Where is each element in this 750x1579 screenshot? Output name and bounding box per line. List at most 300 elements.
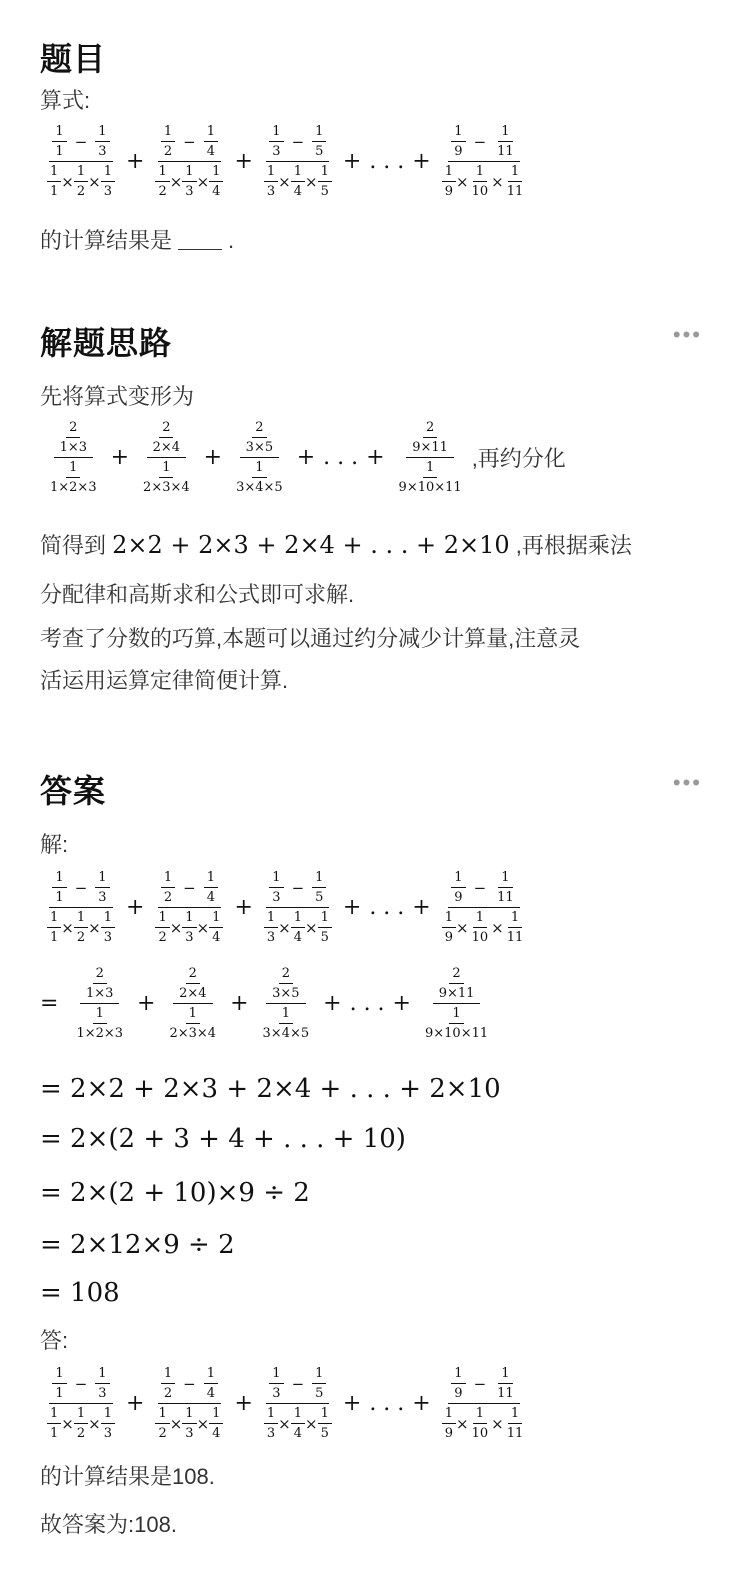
- term-frac-d-num-text: 1: [185, 910, 194, 925]
- term-frac-b-denominator: [494, 888, 517, 905]
- term-frac-b-den-text: 11: [497, 144, 514, 159]
- term-frac-a-numerator: [52, 1366, 66, 1384]
- term-frac-c-numerator: [47, 910, 61, 928]
- term-frac-a-denominator: [52, 142, 66, 159]
- term-frac-b-den-text: 3: [98, 890, 107, 905]
- times-sign: ×: [169, 918, 183, 937]
- transformed-fraction-4-numerator: [433, 966, 481, 1004]
- term-frac-a-denominator: [269, 1384, 283, 1401]
- minus-sign: −: [473, 132, 487, 151]
- term-frac-b: [95, 124, 109, 159]
- times-sign: ×: [61, 918, 74, 937]
- term-frac-c-numerator: [442, 910, 456, 928]
- term-frac-d-den-text: 10: [471, 184, 489, 199]
- times-sign: ×: [305, 1414, 318, 1433]
- transformed-fraction-4-denominator: [393, 458, 468, 495]
- term-frac-b-den-text: 5: [315, 890, 324, 905]
- term-frac-b-den-text: 4: [206, 890, 215, 905]
- term-frac-a-denominator: [161, 888, 175, 905]
- term-frac-b: [494, 124, 517, 159]
- term-frac-e-denominator: [209, 928, 223, 945]
- plus-sign: +: [234, 149, 253, 174]
- term-frac-a-den-text: 2: [163, 1386, 173, 1401]
- term-frac-d-num-text: 1: [76, 164, 86, 179]
- ellipsis: . . .: [369, 895, 405, 920]
- thinking-line-3-suffix: ,再根据乘法: [515, 533, 632, 558]
- term-frac-b-numerator: [204, 1366, 218, 1384]
- term-frac-c-denominator: [442, 1424, 456, 1441]
- term-fraction-4-denominator: [439, 908, 530, 945]
- term-frac-e-numerator: [508, 910, 522, 928]
- times-sign: ×: [61, 172, 74, 191]
- term-frac-e: [318, 910, 332, 945]
- times-sign: ×: [88, 172, 101, 191]
- times-sign: ×: [491, 1414, 504, 1433]
- minus-sign: −: [291, 132, 305, 151]
- term-frac-a-den-text: 3: [272, 144, 281, 159]
- term-frac-e: [504, 164, 527, 199]
- thinking-line-6: 活运用运算定律简便计算.: [40, 668, 289, 693]
- term-frac-a: [161, 870, 175, 905]
- term-frac-e-num-text: 1: [320, 1406, 329, 1421]
- times-sign: ×: [88, 918, 101, 937]
- term-frac-e-den-text: 11: [506, 184, 524, 199]
- plus-sign: +: [323, 991, 342, 1016]
- term-frac-b-denominator: [95, 1384, 109, 1401]
- term-frac-e-num-text: 1: [212, 910, 221, 925]
- term-frac-e-num-text: 1: [510, 1406, 520, 1421]
- term-frac-b-numerator: [95, 870, 109, 888]
- term-frac-e-numerator: [101, 164, 115, 182]
- inner-top-frac-num-text: 2: [162, 420, 171, 435]
- transformed-fraction-1: [70, 966, 129, 1041]
- term-frac-e: [209, 910, 223, 945]
- term-frac-a-denominator: [52, 888, 66, 905]
- term-fraction-3-denominator: [261, 908, 335, 945]
- term-fraction-4: [439, 870, 530, 945]
- inner-bottom-frac: [260, 1006, 313, 1041]
- term-frac-c-num-text: 1: [50, 910, 59, 925]
- term-frac-c: [264, 164, 278, 199]
- inner-top-frac-denominator: [436, 984, 478, 1001]
- term-frac-c-numerator: [264, 1406, 278, 1424]
- term-frac-c: [155, 910, 169, 945]
- term-frac-d-den-text: 2: [76, 930, 86, 945]
- times-sign: ×: [196, 918, 210, 937]
- term-frac-d-den-text: 2: [76, 184, 86, 199]
- term-frac-c-denominator: [264, 928, 278, 945]
- transformed-fraction-3: [230, 420, 289, 495]
- term-frac-c-num-text: 1: [266, 1406, 276, 1421]
- term-frac-d-den-text: 4: [293, 1426, 303, 1441]
- step-5: = 108: [40, 1278, 120, 1308]
- term-frac-c: [47, 910, 61, 945]
- plus-sign: +: [412, 1391, 431, 1416]
- term-frac-a-denominator: [451, 888, 465, 905]
- fraction-row: [451, 124, 516, 159]
- term-frac-e-numerator: [508, 1406, 522, 1424]
- inner-bottom-frac-numerator: [66, 460, 80, 478]
- term-frac-d-numerator: [182, 164, 196, 182]
- inner-top-frac-numerator: [93, 966, 107, 984]
- question-suffix-end: .: [228, 228, 235, 253]
- term-fraction-1-numerator: [49, 124, 112, 162]
- term-frac-b-numerator: [498, 870, 512, 888]
- term-frac-d-num-text: 1: [293, 910, 303, 925]
- inner-top-frac: [243, 420, 276, 455]
- inner-top-frac-num-text: 2: [69, 420, 78, 435]
- inner-top-frac-denominator: [176, 984, 209, 1001]
- transformed-fraction-3-numerator: [266, 966, 305, 1004]
- term-frac-e-den-text: 4: [212, 184, 221, 199]
- transformed-fraction-1-numerator: [54, 420, 93, 458]
- minus-sign: −: [183, 878, 196, 897]
- term-fraction-2-numerator: [158, 870, 221, 908]
- term-frac-d-numerator: [291, 910, 305, 928]
- term-frac-c: [47, 1406, 61, 1441]
- times-sign: ×: [305, 918, 318, 937]
- ellipsis: . . .: [323, 445, 359, 470]
- fraction-row: [442, 164, 527, 199]
- section-title-question: 题目: [40, 41, 107, 77]
- term-frac-c-numerator: [442, 1406, 456, 1424]
- inner-bottom-frac-num-text: 1: [162, 460, 171, 475]
- term-frac-b-num-text: 1: [206, 870, 215, 885]
- term-frac-a-num-text: 1: [163, 870, 173, 885]
- term-frac-a-den-text: 9: [454, 890, 463, 905]
- term-frac-c-num-text: 1: [444, 164, 453, 179]
- term-fraction-2-numerator: [158, 1366, 221, 1404]
- term-frac-b-den-text: 3: [98, 144, 107, 159]
- inner-top-frac-numerator: [66, 420, 80, 438]
- term-frac-b-denominator: [95, 142, 109, 159]
- inner-bottom-frac-numerator: [93, 1006, 107, 1024]
- term-frac-e-den-text: 3: [103, 930, 112, 945]
- term-frac-c-denominator: [264, 182, 278, 199]
- inner-top-frac-den-text: 2×4: [179, 986, 207, 1001]
- inner-top-frac-numerator: [449, 966, 463, 984]
- term-fraction-3-numerator: [266, 1366, 329, 1404]
- term-frac-c-den-text: 9: [444, 1426, 453, 1441]
- thinking-line-3: [40, 530, 632, 561]
- minus-sign: −: [473, 878, 487, 897]
- term-frac-d-numerator: [74, 1406, 88, 1424]
- term-frac-d-num-text: 1: [475, 164, 484, 179]
- term-frac-a: [161, 124, 175, 159]
- minus-sign: −: [74, 132, 88, 151]
- term-frac-c-num-text: 1: [444, 1406, 453, 1421]
- inner-bottom-frac-numerator: [252, 460, 266, 478]
- term-frac-e-den-text: 11: [506, 930, 524, 945]
- term-frac-d-numerator: [473, 910, 487, 928]
- inner-bottom-frac: [73, 1006, 126, 1041]
- term-fraction-4: [439, 1366, 530, 1441]
- inner-top-frac-denominator: [409, 438, 451, 455]
- inner-top-frac: [57, 420, 90, 455]
- term-frac-a-numerator: [161, 870, 175, 888]
- fraction-row: [47, 164, 115, 199]
- term-frac-b-den-text: 5: [315, 1386, 324, 1401]
- term-frac-b-denominator: [204, 142, 218, 159]
- transformed-fraction-1-numerator: [80, 966, 119, 1004]
- term-frac-d: [291, 910, 305, 945]
- minus-sign: −: [74, 878, 88, 897]
- term-frac-c-den-text: 3: [266, 1426, 276, 1441]
- term-frac-c-den-text: 3: [266, 930, 276, 945]
- term-frac-d-denominator: [182, 182, 196, 199]
- term-frac-b: [204, 870, 218, 905]
- term-frac-d: [469, 1406, 492, 1441]
- term-frac-c-denominator: [155, 182, 169, 199]
- inner-top-frac-num-text: 2: [281, 966, 290, 981]
- term-frac-d-numerator: [182, 1406, 196, 1424]
- thinking-line-4: 分配律和高斯求和公式即可求解.: [40, 582, 355, 607]
- term-frac-c-num-text: 1: [50, 164, 59, 179]
- term-frac-d: [74, 1406, 88, 1441]
- term-frac-a-den-text: 1: [55, 144, 64, 159]
- term-frac-b-num-text: 1: [206, 124, 215, 139]
- term-frac-b-den-text: 5: [315, 144, 324, 159]
- inner-bottom-frac-num-text: 1: [95, 1006, 104, 1021]
- times-sign: ×: [169, 172, 183, 191]
- term-frac-b: [204, 124, 218, 159]
- ellipsis: . . .: [369, 1391, 405, 1416]
- inner-bottom-frac-denominator: [233, 478, 286, 495]
- times-sign: ×: [456, 918, 469, 937]
- inner-top-frac: [409, 420, 451, 455]
- term-fraction-1-denominator: [44, 908, 118, 945]
- fraction-row: [155, 164, 223, 199]
- plus-sign: +: [234, 895, 253, 920]
- inner-top-frac-numerator: [159, 420, 173, 438]
- inner-bottom-frac-den-text: 3×4×5: [262, 1026, 310, 1041]
- term-frac-b: [494, 870, 517, 905]
- term-frac-e-numerator: [318, 164, 332, 182]
- times-sign: ×: [196, 1414, 210, 1433]
- term-fraction-1: [44, 124, 118, 199]
- term-frac-c-numerator: [47, 164, 61, 182]
- term-frac-a-denominator: [269, 888, 283, 905]
- term-frac-a-num-text: 1: [55, 870, 64, 885]
- term-frac-a-den-text: 9: [454, 1386, 463, 1401]
- term-frac-c-den-text: 2: [158, 930, 167, 945]
- inner-bottom-frac-numerator: [159, 460, 173, 478]
- term-frac-b-denominator: [204, 1384, 218, 1401]
- term-frac-e-den-text: 4: [212, 1426, 221, 1441]
- term-frac-b-denominator: [312, 142, 326, 159]
- fraction-row: [442, 1406, 527, 1441]
- times-sign: ×: [456, 172, 469, 191]
- fraction-row: [47, 1406, 115, 1441]
- term-frac-e: [209, 164, 223, 199]
- term-frac-a: [451, 124, 465, 159]
- term-frac-e-den-text: 3: [103, 184, 112, 199]
- term-fraction-4-numerator: [448, 870, 519, 908]
- transformed-fraction-2-denominator: [137, 458, 196, 495]
- term-frac-a-num-text: 1: [272, 1366, 281, 1381]
- fraction-row: [52, 124, 109, 159]
- term-frac-d-num-text: 1: [293, 164, 303, 179]
- inner-top-frac-den-text: 2×4: [152, 440, 181, 455]
- transformed-fraction-3-denominator: [230, 458, 289, 495]
- term-frac-d-denominator: [74, 1424, 88, 1441]
- inner-bottom-frac: [140, 460, 193, 495]
- inner-bottom-frac-den-text: 1×2×3: [76, 1026, 124, 1041]
- inner-top-frac-denominator: [243, 438, 276, 455]
- term-frac-a-den-text: 3: [272, 890, 281, 905]
- term-fraction-3: [261, 124, 335, 199]
- inner-top-frac-numerator: [423, 420, 437, 438]
- times-sign: ×: [278, 918, 291, 937]
- transformed-fraction-4: [393, 420, 468, 495]
- term-frac-a: [52, 870, 66, 905]
- term-frac-c-denominator: [155, 928, 169, 945]
- term-frac-d: [74, 164, 88, 199]
- term-frac-b: [95, 870, 109, 905]
- term-frac-c-den-text: 1: [50, 930, 59, 945]
- term-frac-e: [504, 910, 527, 945]
- term-frac-e: [101, 1406, 115, 1441]
- term-frac-e-numerator: [101, 1406, 115, 1424]
- term-frac-e-num-text: 1: [212, 1406, 221, 1421]
- term-frac-b-num-text: 1: [315, 870, 324, 885]
- step-4: = 2×12×9 ÷ 2: [40, 1230, 235, 1260]
- thinking-after-expression: ,再约分化: [471, 446, 566, 471]
- term-frac-e: [101, 910, 115, 945]
- plus-sign: +: [137, 991, 156, 1016]
- ellipsis: . . .: [369, 149, 405, 174]
- transformed-fraction-2-denominator: [163, 1004, 222, 1041]
- inner-top-frac-denominator: [57, 438, 90, 455]
- term-frac-b-num-text: 1: [501, 124, 510, 139]
- term-frac-b-num-text: 1: [98, 1366, 107, 1381]
- term-frac-d-den-text: 10: [471, 1426, 489, 1441]
- term-frac-e-den-text: 11: [506, 1426, 524, 1441]
- transformed-fraction-2: [163, 966, 222, 1041]
- term-fraction-4-numerator: [448, 124, 519, 162]
- term-frac-a-numerator: [451, 124, 465, 142]
- inner-top-frac: [436, 966, 478, 1001]
- term-fraction-3-numerator: [266, 124, 329, 162]
- term-fraction-2: [152, 124, 226, 199]
- fraction-row: [47, 910, 115, 945]
- term-frac-c-numerator: [155, 164, 169, 182]
- term-frac-e-denominator: [209, 1424, 223, 1441]
- term-frac-e: [209, 1406, 223, 1441]
- transformed-fraction-2-numerator: [173, 966, 212, 1004]
- term-frac-e-num-text: 1: [212, 164, 221, 179]
- inner-top-frac-num-text: 2: [188, 966, 197, 981]
- term-frac-d-denominator: [469, 182, 492, 199]
- term-frac-b-numerator: [498, 124, 512, 142]
- transformed-fraction-4: [419, 966, 494, 1041]
- solve-label: 解:: [40, 832, 69, 857]
- fraction-row: [161, 870, 218, 905]
- term-frac-d-denominator: [182, 1424, 196, 1441]
- thinking-more-button[interactable]: •••: [672, 322, 702, 347]
- answer-more-button[interactable]: •••: [672, 770, 702, 795]
- term-frac-a-denominator: [52, 1384, 66, 1401]
- fraction-row: [155, 910, 223, 945]
- term-fraction-4: [439, 124, 530, 199]
- term-frac-b-den-text: 3: [98, 1386, 107, 1401]
- inner-bottom-frac: [396, 460, 465, 495]
- term-frac-c: [47, 164, 61, 199]
- inner-top-frac-num-text: 2: [95, 966, 104, 981]
- term-frac-b-num-text: 1: [98, 124, 107, 139]
- term-frac-e-den-text: 4: [212, 930, 221, 945]
- expression-original-answer: [44, 870, 529, 945]
- inner-bottom-frac-numerator: [449, 1006, 463, 1024]
- term-fraction-3-numerator: [266, 870, 329, 908]
- inner-bottom-frac-numerator: [186, 1006, 200, 1024]
- inner-top-frac-den-text: 9×11: [412, 440, 448, 455]
- term-frac-c-den-text: 1: [50, 184, 59, 199]
- term-frac-a: [52, 124, 66, 159]
- term-frac-a-den-text: 2: [163, 890, 173, 905]
- term-frac-a: [451, 1366, 465, 1401]
- term-frac-e: [504, 1406, 527, 1441]
- term-frac-d-numerator: [74, 164, 88, 182]
- inner-top-frac-denominator: [150, 438, 183, 455]
- term-frac-d: [469, 164, 492, 199]
- step-2: = 2×(2 + 3 + 4 + . . . + 10): [40, 1124, 406, 1154]
- term-fraction-1: [44, 1366, 118, 1441]
- term-frac-e-num-text: 1: [103, 910, 112, 925]
- expression-transformed-answer: [40, 966, 494, 1041]
- inner-bottom-frac-num-text: 1: [188, 1006, 197, 1021]
- term-frac-d: [182, 1406, 196, 1441]
- term-frac-d-num-text: 1: [185, 1406, 194, 1421]
- term-frac-c-numerator: [264, 910, 278, 928]
- term-frac-b-denominator: [312, 888, 326, 905]
- term-frac-c: [442, 910, 456, 945]
- term-frac-c-denominator: [47, 182, 61, 199]
- thinking-line-5: 考查了分数的巧算,本题可以通过约分减少计算量,注意灵: [40, 626, 581, 651]
- term-frac-e-den-text: 5: [320, 184, 329, 199]
- inner-bottom-frac-num-text: 1: [69, 460, 78, 475]
- term-frac-b-num-text: 1: [98, 870, 107, 885]
- term-frac-e-denominator: [101, 182, 115, 199]
- term-frac-e-num-text: 1: [320, 164, 329, 179]
- term-frac-c-den-text: 3: [266, 184, 276, 199]
- plus-sign: +: [392, 991, 411, 1016]
- term-frac-a-num-text: 1: [272, 124, 281, 139]
- term-frac-a-num-text: 1: [55, 1366, 64, 1381]
- fraction-row: [161, 1366, 218, 1401]
- fraction-row: [451, 870, 516, 905]
- inner-top-frac-num-text: 2: [255, 420, 264, 435]
- inner-bottom-frac-denominator: [260, 1024, 313, 1041]
- term-frac-b-denominator: [494, 1384, 517, 1401]
- term-frac-d-num-text: 1: [76, 1406, 86, 1421]
- term-frac-d: [74, 910, 88, 945]
- equals-sign: =: [40, 991, 59, 1016]
- term-frac-d-den-text: 3: [185, 930, 194, 945]
- term-frac-a-numerator: [52, 124, 66, 142]
- inner-bottom-frac-den-text: 9×10×11: [398, 480, 462, 495]
- term-frac-c-den-text: 1: [50, 1426, 59, 1441]
- inner-bottom-frac-den-text: 2×3×4: [169, 1026, 217, 1041]
- term-fraction-2-denominator: [152, 162, 226, 199]
- inner-bottom-frac-den-text: 3×4×5: [236, 480, 283, 495]
- answer-blank: [178, 249, 222, 250]
- term-frac-a-num-text: 1: [272, 870, 281, 885]
- term-frac-c: [264, 1406, 278, 1441]
- plus-sign: +: [126, 149, 145, 174]
- term-frac-c: [442, 164, 456, 199]
- term-frac-e-den-text: 3: [103, 1426, 112, 1441]
